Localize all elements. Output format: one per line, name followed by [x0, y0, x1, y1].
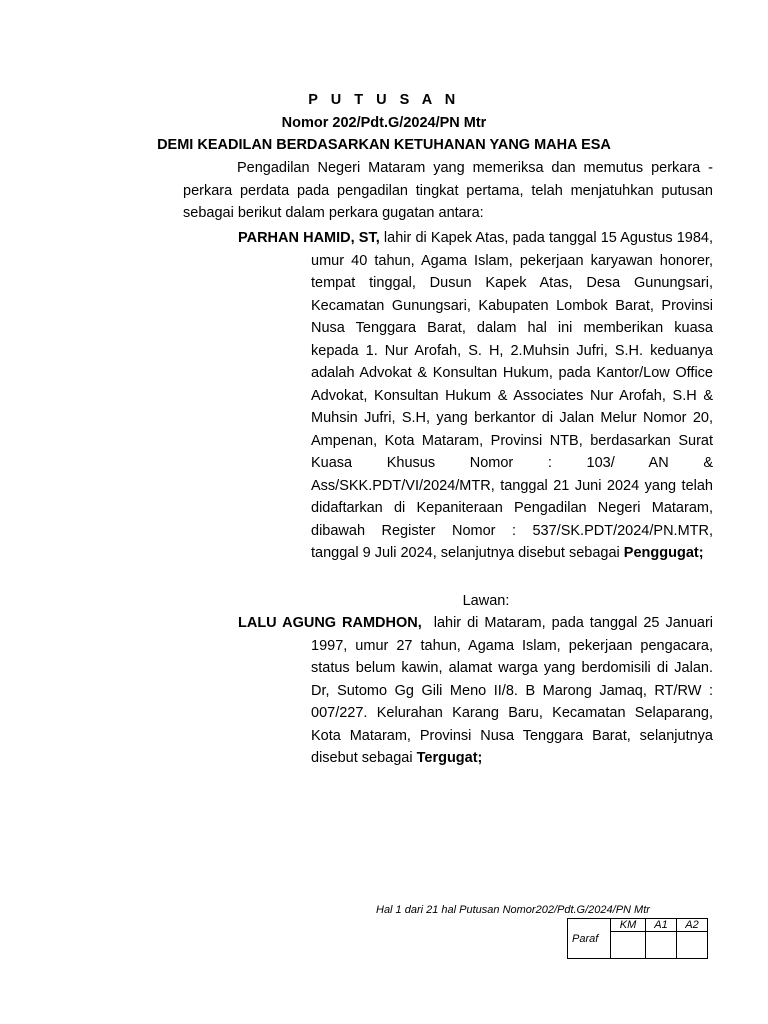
page-footer: Hal 1 dari 21 hal Putusan Nomor202/Pdt.G/2024/PN Mtr [376, 904, 650, 916]
invocation: DEMI KEADILAN BERDASARKAN KETUHANAN YANG MAHA ESA [157, 137, 611, 153]
intro-paragraph [183, 157, 713, 225]
versus-label: Lawan: [462, 593, 510, 609]
document-title: P U T U S A N [308, 92, 460, 108]
defendant-name: LALU AGUNG RAMDHON, [238, 615, 422, 631]
paraf-table [567, 918, 708, 959]
defendant-role: Tergugat; [416, 750, 483, 766]
paraf-label: Paraf [568, 919, 611, 959]
paraf-cell-a2 [677, 932, 708, 959]
plaintiff-block [238, 227, 713, 565]
case-number: Nomor 202/Pdt.G/2024/PN Mtr [281, 115, 487, 131]
paraf-col-a2: A2 [677, 919, 708, 932]
paraf-cell-km [611, 932, 646, 959]
paraf-cell-a1 [646, 932, 677, 959]
plaintiff-name: PARHAN HAMID, ST, [238, 230, 380, 246]
plaintiff-role: Penggugat; [623, 545, 704, 561]
paraf-col-km: KM [611, 919, 646, 932]
plaintiff-description: lahir di Kapek Atas, pada tanggal 15 Agustus 1984, umur 40 tahun, Agama Islam, pekerjaan karyawan honorer, tempat tinggal, Dusun Kapek Atas, Desa Gunungsari, Kecamatan Gunungsari, Kabupaten Lombok Barat, Provinsi Nusa Tenggara Barat, dalam hal ini memberikan kuasa kepada 1. Nur Arofah, S. H, 2.Muhsin Jufri, S.H. keduanya adalah Advokat & Konsultan Hukum, pada Kantor/Low Office Advokat, Konsultan Hukum & Associates Nur Arofah, S.H & Muhsin Jufri, S.H, yang berkantor di Jalan Melur Nomor 20, Ampenan, Kota Mataram, Provinsi NTB, berdasarkan Surat Kuasa Khusus Nomor : 103/ AN & Ass/SKK.PDT/VI/2024/MTR, tanggal 21 Juni 2024 yang telah didaftarkan di Kepaniteraan Pengadilan Negeri Mataram, dibawah Register Nomor : 537/SK.PDT/2024/PN.MTR, tanggal 9 Juli 2024, selanjutnya disebut sebagai [311, 230, 714, 561]
defendant-block [238, 612, 713, 770]
intro-text: Pengadilan Negeri Mataram yang memeriksa dan memutus perkara - perkara perdata pada pengadilan tingkat pertama, telah menjatuhkan putusan sebagai berikut dalam perkara gugatan antara: [183, 160, 713, 221]
defendant-description: lahir di Mataram, pada tanggal 25 Januari 1997, umur 27 tahun, Agama Islam, pekerjaan pengacara, status belum kawin, alamat warga yang berdomisili di Jalan. Dr, Sutomo Gg Gili Meno II/8. B Marong Jamaq, RT/RW : 007/227. Kelurahan Karang Baru, Kecamatan Selaparang, Kota Mataram, Provinsi Nusa Tenggara Barat, selanjutnya disebut sebagai [311, 615, 714, 766]
paraf-col-a1: A1 [646, 919, 677, 932]
